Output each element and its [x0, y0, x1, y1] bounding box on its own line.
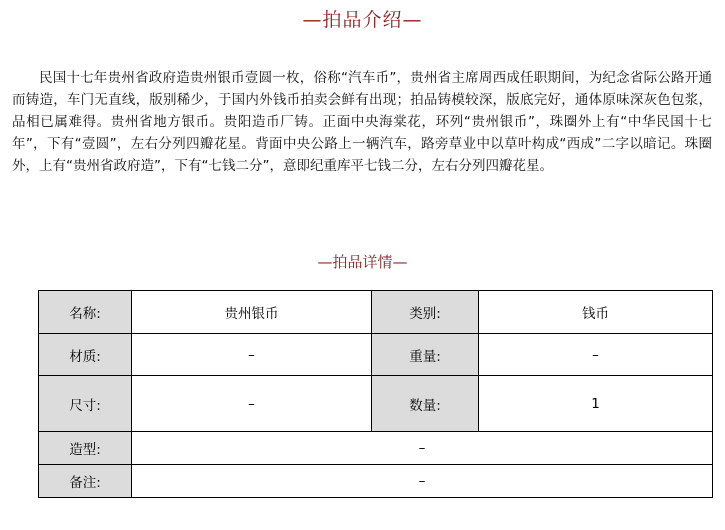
details-section-title: —拍品详情—	[317, 253, 408, 271]
material-label: 材质:	[39, 334, 132, 376]
table-row	[39, 465, 713, 498]
size-value: –	[132, 376, 372, 432]
material-value: –	[132, 334, 372, 376]
details-table	[38, 290, 713, 498]
table-row	[39, 376, 713, 432]
name-value: 贵州银币	[132, 291, 372, 334]
category-value: 钱币	[479, 291, 713, 334]
weight-value: –	[479, 334, 713, 376]
size-label: 尺寸:	[39, 376, 132, 432]
quantity-value: 1	[479, 376, 713, 432]
table-row	[39, 334, 713, 376]
weight-label: 重量:	[372, 334, 479, 376]
remarks-value: –	[132, 465, 713, 498]
table-row	[39, 432, 713, 465]
table-row	[39, 291, 713, 334]
quantity-label: 数量:	[372, 376, 479, 432]
remarks-label: 备注:	[39, 465, 132, 498]
intro-paragraph: 民国十七年贵州省政府造贵州银币壹圆一枚，俗称“汽车币”，贵州省主席周西成任职期间，为纪念省际公路开通而铸造，车门无直线，版别稀少，于国内外钱币拍卖会鲜有出现；拍品铸模较深，版底完好，通体原味深灰色包浆，品相已属难得。贵州省地方银币。贵阳造币厂铸。正面中央海棠花，环列“贵州银币”，珠圈外上有“中华民国十七年”，下有“壹圆”，左右分列四瓣花星。背面中央公路上一辆汽车，路旁草业中以草叶构成“西成”二字以暗记。珠圈外，上有“贵州省政府造”，下有“七钱二分”，意即纪重库平七钱二分，左右分列四瓣花星。	[12, 70, 712, 174]
shape-label: 造型:	[39, 432, 132, 465]
category-label: 类别:	[372, 291, 479, 334]
shape-value: –	[132, 432, 713, 465]
intro-section-title: —拍品介绍—	[302, 9, 423, 31]
name-label: 名称:	[39, 291, 132, 334]
